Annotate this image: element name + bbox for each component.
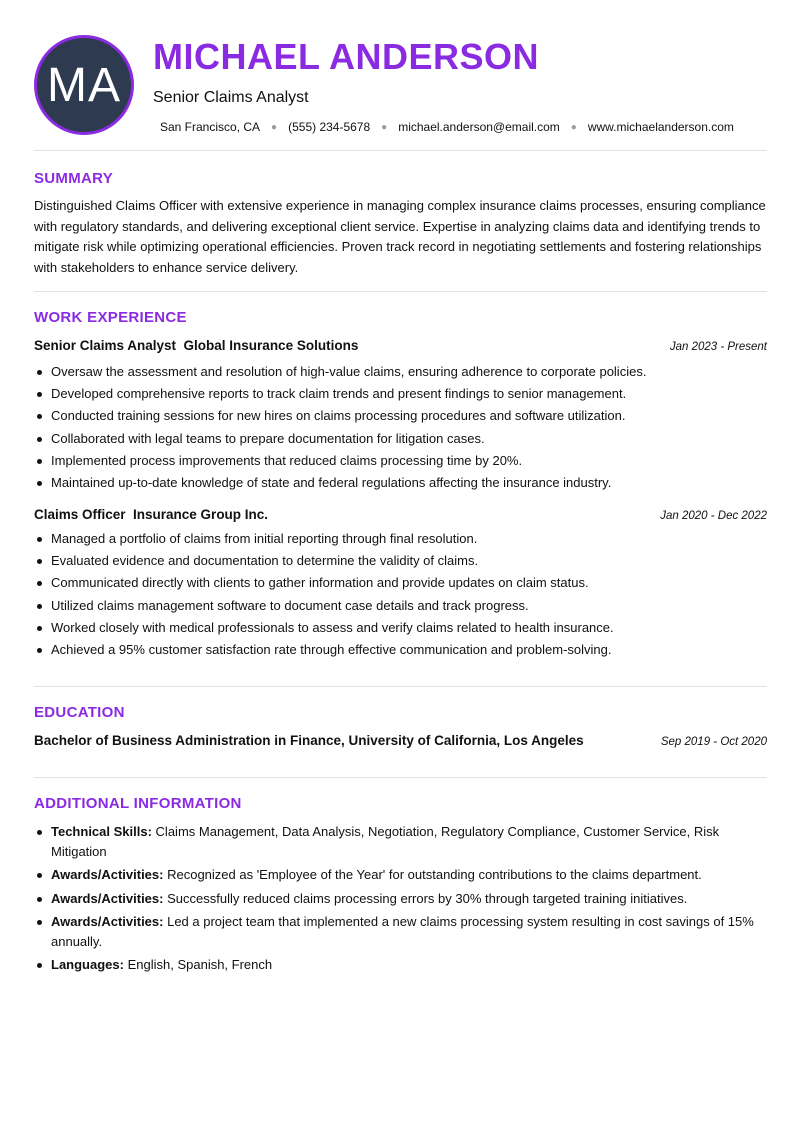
contact-location: San Francisco, CA	[160, 120, 261, 134]
job-role: Senior Claims Analyst Global Insurance Solutions	[34, 338, 359, 353]
divider	[34, 291, 767, 292]
job-header	[34, 338, 767, 353]
additional-item-text: English, Spanish, French	[127, 957, 273, 972]
job-bullet: Conducted training sessions for new hires on claims processing procedures and software utilization.	[51, 405, 784, 427]
education-heading: EDUCATION	[34, 704, 125, 721]
candidate-title: Senior Claims Analyst	[153, 89, 309, 106]
education-degree: Bachelor of Business Administration in Finance, University of California, Los Angeles	[34, 733, 584, 748]
job-bullet: Collaborated with legal teams to prepare documentation for litigation cases.	[51, 428, 784, 450]
avatar	[34, 35, 134, 135]
additional-item	[51, 822, 761, 861]
education-entry	[34, 733, 767, 748]
candidate-name: MICHAEL ANDERSON	[153, 36, 540, 77]
separator-dot-icon: ●	[570, 121, 577, 133]
additional-heading: ADDITIONAL INFORMATION	[34, 795, 242, 812]
job-bullet: Managed a portfolio of claims from initial reporting through final resolution.	[51, 528, 784, 550]
separator-dot-icon: ●	[381, 121, 388, 133]
separator-dot-icon: ●	[271, 121, 278, 133]
additional-item-text: Claims Management, Data Analysis, Negotiation, Regulatory Compliance, Customer Service, Risk Mitigation	[51, 824, 720, 859]
contact-email[interactable]: michael.anderson@email.com	[398, 120, 560, 134]
additional-item-label: Awards/Activities:	[51, 914, 164, 929]
additional-item	[51, 889, 761, 909]
job-bullet: Communicated directly with clients to gather information and provide updates on claim status.	[51, 572, 784, 594]
summary-text: Distinguished Claims Officer with extensive experience in managing complex insurance claims processes, ensuring compliance with regulatory standards, and delivering exceptional client service. Expertise in analyzing claims data and identifying trends to mitigate risk while optimizing operational efficiencies. Proven track record in negotiating settlements and fostering relationships with stakeholders to enhance service delivery.	[34, 198, 766, 275]
contact-website[interactable]: www.michaelanderson.com	[587, 120, 734, 134]
job-bullet: Developed comprehensive reports to track claim trends and present findings to senior management.	[51, 383, 784, 405]
contact-phone: (555) 234-5678	[288, 120, 371, 134]
additional-item-text: Recognized as 'Employee of the Year' for outstanding contributions to the claims department.	[167, 867, 702, 882]
job-bullet: Oversaw the assessment and resolution of high-value claims, ensuring adherence to corporate policies.	[51, 361, 784, 383]
additional-item	[51, 865, 761, 885]
summary-heading: SUMMARY	[34, 170, 114, 187]
additional-item	[51, 912, 761, 951]
job-bullet: Achieved a 95% customer satisfaction rate through effective communication and problem-solving.	[51, 639, 784, 661]
additional-item-text: Led a project team that implemented a new claims processing system resulting in cost savings of 15% annually.	[51, 914, 754, 949]
additional-item-label: Awards/Activities:	[51, 867, 164, 882]
job-role: Claims Officer Insurance Group Inc.	[34, 507, 269, 522]
education-dates: Sep 2019 - Oct 2020	[660, 736, 767, 748]
additional-item-label: Technical Skills:	[51, 824, 152, 839]
additional-list	[34, 822, 761, 979]
job-header	[34, 507, 767, 522]
job-bullet: Utilized claims management software to document case details and track progress.	[51, 595, 784, 617]
additional-item-text: Successfully reduced claims processing errors by 30% through targeted training initiatives.	[167, 890, 688, 906]
job-bullet: Implemented process improvements that reduced claims processing time by 20%.	[51, 450, 784, 472]
avatar-initials: MA	[47, 58, 121, 112]
job-bullets	[34, 528, 784, 661]
job-bullet: Evaluated evidence and documentation to determine the validity of claims.	[51, 550, 784, 572]
job-bullet: Worked closely with medical professionals to assess and verify claims related to health insurance.	[51, 617, 784, 639]
job-bullet: Maintained up-to-date knowledge of state and federal regulations affecting the insurance industry.	[51, 472, 784, 494]
job-dates: Jan 2023 - Present	[669, 341, 767, 353]
divider	[34, 686, 767, 687]
job-dates: Jan 2020 - Dec 2022	[660, 510, 767, 522]
experience-heading: WORK EXPERIENCE	[34, 309, 187, 326]
additional-item-label: Awards/Activities:	[51, 890, 164, 906]
additional-item-label: Languages:	[51, 957, 124, 972]
divider	[34, 150, 767, 151]
contact-line	[160, 120, 734, 134]
additional-item	[51, 955, 761, 975]
job-bullets	[34, 361, 784, 494]
divider	[34, 777, 767, 778]
